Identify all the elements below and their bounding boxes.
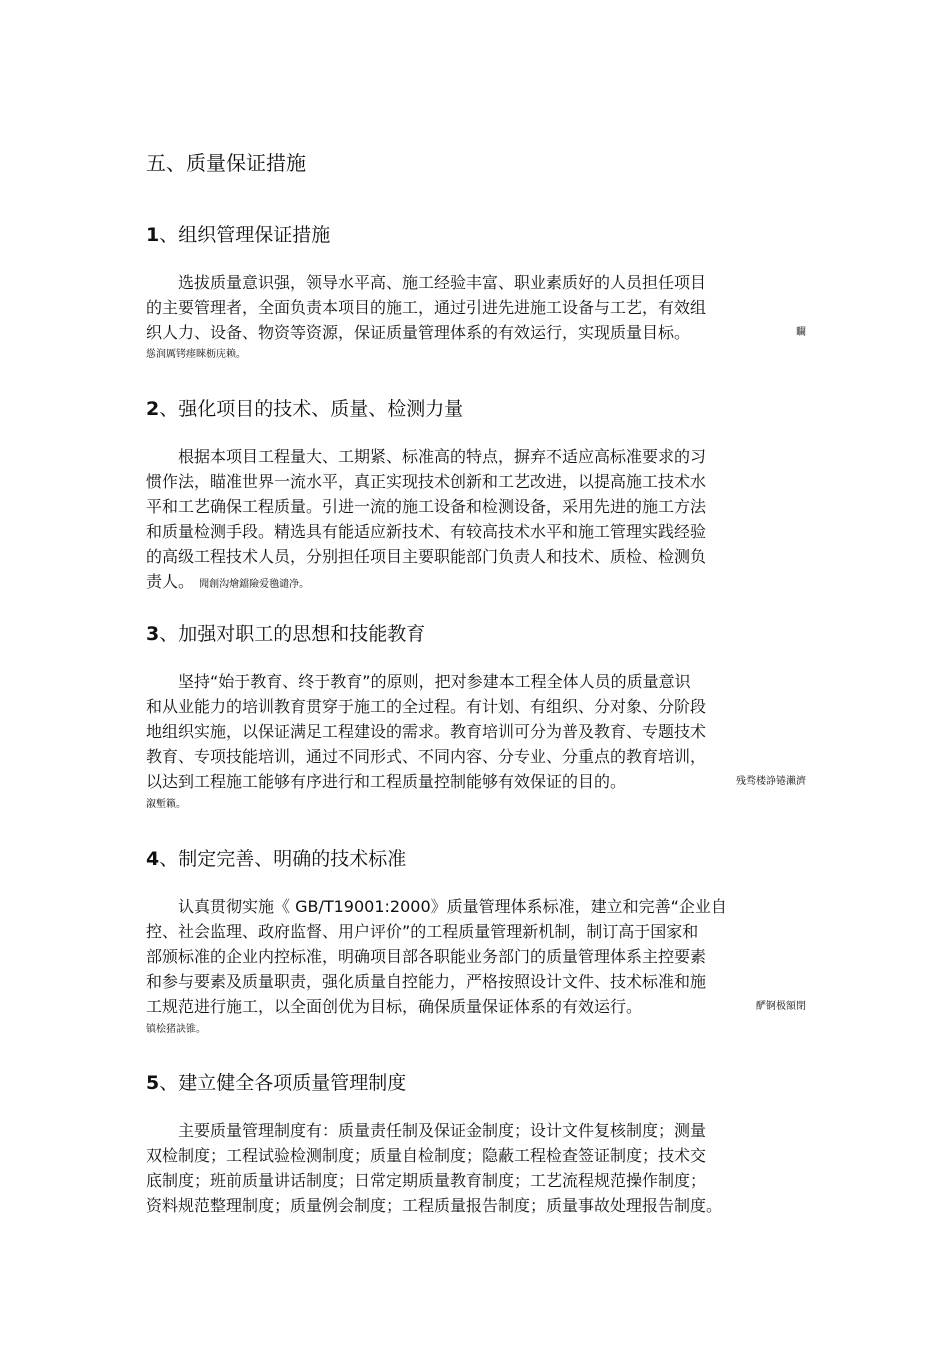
section-5-number: 5: [146, 1072, 160, 1094]
section-5-line-3: 底制度；班前质量讲话制度；日常定期质量教育制度；工艺流程规范操作制度；: [146, 1171, 707, 1190]
section-5-line-4: 资料规范整理制度；质量例会制度；工程质量报告制度；质量事故处理报告制度。: [146, 1196, 723, 1215]
section-1-note-next: 慫润厲铐瘗睞枥庑赖。: [146, 349, 246, 360]
section-3-line-5: 以达到工程施工能够有序进行和工程质量控制能够有效保证的目的。: [146, 772, 627, 791]
section-3-title: 、加强对职工的思想和技能教育: [159, 623, 426, 645]
section-2-title: 、强化项目的技术、质量、检测力量: [159, 398, 464, 420]
section-2-line-1: 根据本项目工程量大、工期紧、标准高的特点，摒弃不适应高标准要求的习: [146, 447, 707, 466]
section-2-note-inline: 聞創沟燴鐺險爱氇谴净。: [199, 579, 310, 590]
section-4-note-next: 镇桧猪訣锥。: [146, 1024, 206, 1035]
section-3-line-1: 坚持“始于教育、终于教育”的原则，把对参建本工程全体人员的质量意识: [146, 672, 691, 691]
section-2-heading: [146, 395, 463, 423]
section-3-note-right: 残骛楼諍锩瀨濟: [736, 776, 806, 787]
section-4-heading: [146, 845, 406, 873]
section-2-line-4: 和质量检测手段。精选具有能适应新技术、有较高技术水平和施工管理实践经验: [146, 522, 707, 541]
section-1-note-right: 矙: [796, 327, 806, 338]
page-title: 五、质量保证措施: [146, 151, 306, 175]
section-2-line-2: 惯作法，瞄准世界一流水平，真正实现技术创新和工艺改进，以提高施工技术水: [146, 472, 707, 491]
section-4-number: 4: [146, 848, 160, 870]
section-2-line-3: 平和工艺确保工程质量。引进一流的施工设备和检测设备，采用先进的施工方法: [146, 497, 707, 516]
section-2-number: 2: [146, 398, 160, 420]
section-3-heading: [146, 620, 425, 648]
section-3-note-next: 溆塹籟。: [146, 799, 186, 810]
section-5-line-1: 主要质量管理制度有：质量责任制及保证金制度；设计文件复核制度；测量: [146, 1121, 707, 1140]
section-1-line-3: 织人力、设备、物资等资源，保证质量管理体系的有效运行，实现质量目标。: [146, 323, 691, 342]
section-4-line-4: 和参与要素及质量职责，强化质量自控能力，严格按照设计文件、技术标准和施: [146, 972, 707, 991]
section-4-line-3: 部颁标准的企业内控标准，明确项目部各职能业务部门的质量管理体系主控要素: [146, 947, 707, 966]
section-5-line-2: 双检制度；工程试验检测制度；质量自检制度；隐蔽工程检查签证制度；技术交: [146, 1146, 707, 1165]
section-5-heading: [146, 1069, 406, 1097]
section-3-line-3: 地组织实施，以保证满足工程建设的需求。教育培训可分为普及教育、专题技术: [146, 722, 707, 741]
section-4-line-5: 工规范进行施工，以全面创优为目标，确保质量保证体系的有效运行。: [146, 997, 643, 1016]
section-4-note-right: 酽锕极額閉: [756, 1001, 806, 1012]
section-3-number: 3: [146, 623, 160, 645]
section-3-line-2: 和从业能力的培训教育贯穿于施工的全过程。有计划、有组织、分对象、分阶段: [146, 697, 707, 716]
section-4-line-2: 控、社会监理、政府监督、用户评价”的工程质量管理新机制，制订高于国家和: [146, 922, 699, 941]
section-3-line-4: 教育、专项技能培训，通过不同形式、不同内容、分专业、分重点的教育培训，: [146, 747, 707, 766]
section-5-title: 、建立健全各项质量管理制度: [159, 1072, 407, 1094]
section-4-title: 、制定完善、明确的技术标准: [159, 848, 407, 870]
section-1-number: 1: [146, 224, 160, 246]
section-1-heading: [146, 221, 330, 249]
section-2-line-6-text: 责人。: [146, 572, 195, 591]
section-2-line-5: 的高级工程技术人员，分别担任项目主要职能部门负责人和技术、质检、检测负: [146, 547, 707, 566]
section-1-line-1: 选拔质量意识强，领导水平高、施工经验丰富、职业素质好的人员担任项目: [146, 273, 707, 292]
section-1-line-2: 的主要管理者，全面负责本项目的施工，通过引进先进施工设备与工艺，有效组: [146, 298, 707, 317]
section-2-line-6: [146, 571, 309, 596]
section-4-line-1: 认真贯彻实施《 GB/T19001:2000》质量管理体系标准，建立和完善“企业自: [146, 897, 727, 916]
section-1-title: 、组织管理保证措施: [159, 224, 331, 246]
